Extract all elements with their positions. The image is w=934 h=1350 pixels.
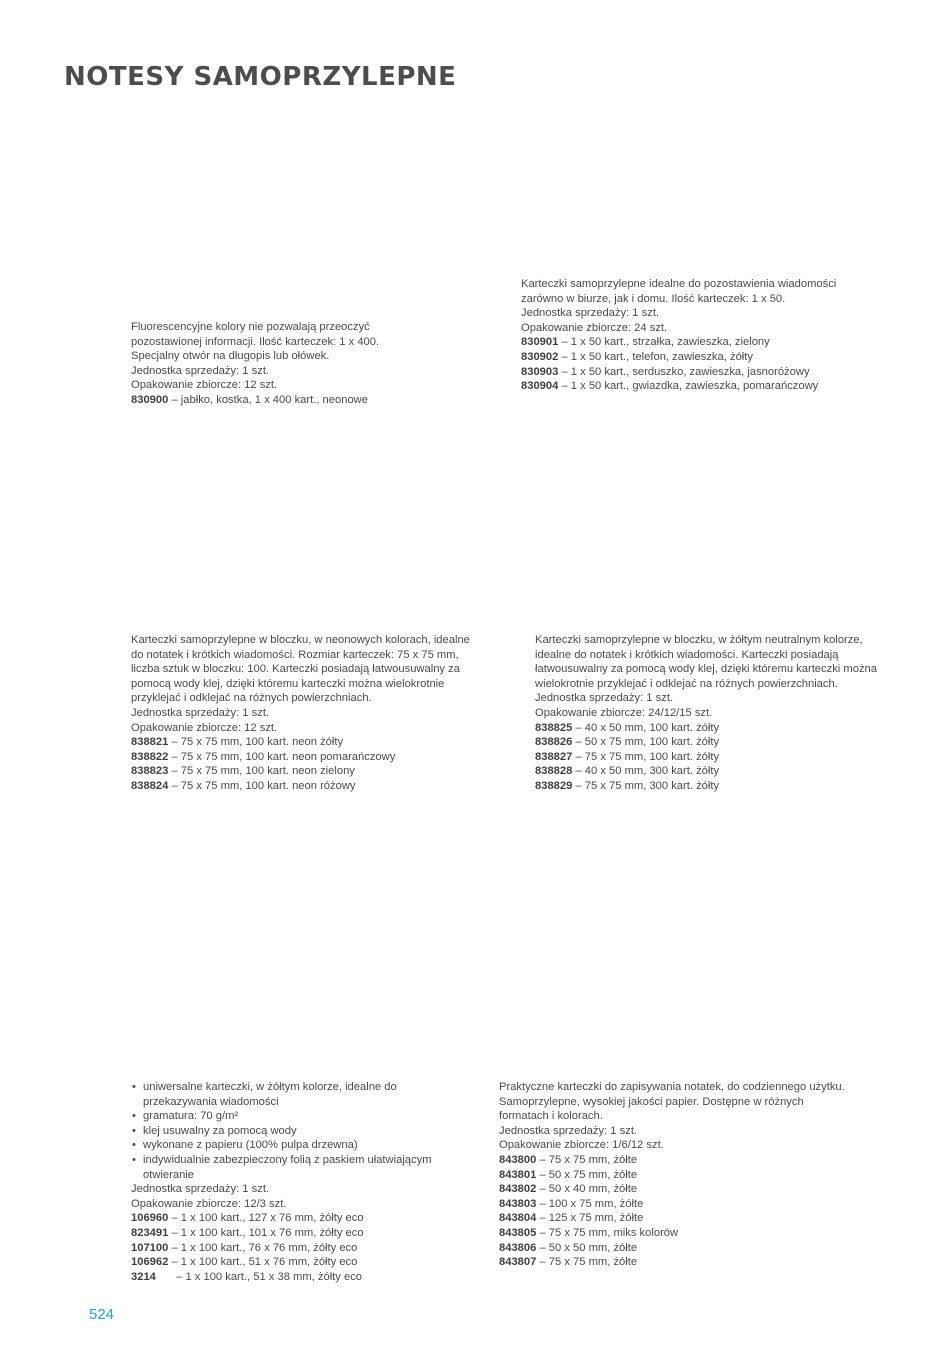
sales-unit: Jednostka sprzedaży: 1 szt.: [535, 692, 674, 705]
product-desc: – 75 x 75 mm, 100 kart. żółty: [572, 750, 720, 763]
product-code: 838827: [535, 750, 573, 763]
description-line: Karteczki samoprzylepne w bloczku, w żółtym neutralnym kolorze,: [535, 634, 863, 646]
product-code: 838824: [131, 779, 169, 792]
product-desc: – 1 x 50 kart., gwiazdka, zawieszka, pomarańczowy: [558, 380, 819, 393]
product-code: 843801: [499, 1168, 537, 1181]
description-line: Praktyczne karteczki do zapisywania notatek, do codziennego użytku.: [499, 1081, 845, 1093]
page-number: 524: [89, 1306, 115, 1323]
product-item: [535, 721, 877, 736]
product-item: [499, 1211, 845, 1226]
product-desc: – 1 x 100 kart., 51 x 38 mm, żółty eco: [173, 1270, 363, 1283]
product-code: 823491: [131, 1226, 169, 1239]
product-block-830900: [131, 320, 379, 408]
product-code: 838822: [131, 750, 169, 763]
product-code: 843807: [499, 1256, 537, 1269]
product-desc: – 75 x 75 mm, 100 kart. neon pomarańczowy: [168, 750, 396, 763]
description-line: Samoprzylepne, wysokiej jakości papier. Dostępne w różnych: [499, 1095, 804, 1108]
product-item: [535, 779, 877, 794]
description-line: formatach i kolorach.: [499, 1110, 603, 1123]
product-desc: – 1 x 100 kart., 51 x 76 mm, żółty eco: [168, 1256, 358, 1269]
product-item: [131, 1226, 432, 1241]
product-code: 830904: [521, 380, 559, 393]
product-item: [131, 1270, 432, 1285]
product-desc: – 75 x 75 mm, miks kolorów: [536, 1226, 679, 1239]
product-item: [535, 764, 877, 779]
product-code: 830902: [521, 350, 559, 363]
product-item: [131, 735, 470, 750]
product-desc: – 50 x 75 mm, 100 kart. żółty: [572, 736, 720, 749]
product-code: 843805: [499, 1226, 537, 1239]
product-item: [131, 1241, 432, 1256]
description-line: Specjalny otwór na długopis lub ołówek.: [131, 350, 330, 363]
feature-item: • klej usuwalny za pomocą wody: [131, 1124, 432, 1139]
description-line: pozostawionej informacji. Ilość karteczek: 1 x 400.: [131, 335, 380, 348]
product-item: [499, 1241, 845, 1256]
product-item: [499, 1255, 845, 1270]
product-desc: – 1 x 100 kart., 76 x 76 mm, żółty eco: [168, 1241, 358, 1254]
bulk-packaging: Opakowanie zbiorcze: 1/6/12 szt.: [499, 1139, 664, 1152]
product-code: 843803: [499, 1197, 537, 1210]
product-item: [521, 365, 836, 380]
bulk-packaging: Opakowanie zbiorcze: 12 szt.: [131, 721, 278, 734]
product-code: 838821: [131, 736, 169, 749]
sales-unit: Jednostka sprzedaży: 1 szt.: [131, 706, 270, 719]
sales-unit: Jednostka sprzedaży: 1 szt.: [499, 1124, 638, 1137]
product-desc: – 75 x 75 mm, 300 kart. żółty: [572, 779, 720, 792]
product-desc: – 125 x 75 mm, żółte: [536, 1212, 644, 1225]
product-code: 106960: [131, 1212, 169, 1225]
product-block-838825: [535, 633, 877, 794]
product-desc: – jabłko, kostka, 1 x 400 kart., neonowe: [168, 393, 368, 406]
product-code: 3214: [131, 1270, 156, 1283]
product-item: [521, 335, 836, 350]
sales-unit: Jednostka sprzedaży: 1 szt.: [131, 364, 270, 377]
product-item: [499, 1153, 845, 1168]
product-block-106960: [131, 1080, 432, 1284]
sales-unit: Jednostka sprzedaży: 1 szt.: [521, 307, 660, 320]
product-code: 843806: [499, 1241, 537, 1254]
product-desc: – 75 x 75 mm, żółte: [536, 1153, 638, 1166]
product-item: [131, 1255, 432, 1270]
product-item: [535, 735, 877, 750]
product-code: 830901: [521, 336, 559, 349]
product-item: [131, 779, 470, 794]
product-desc: – 50 x 75 mm, żółte: [536, 1168, 638, 1181]
description-line: idealne do notatek i krótkich wiadomości. Karteczki posiadają: [535, 648, 839, 661]
product-desc: – 50 x 40 mm, żółte: [536, 1183, 638, 1196]
product-code: 107100: [131, 1241, 169, 1254]
product-block-843800: [499, 1080, 845, 1270]
product-code: 830903: [521, 365, 559, 378]
product-item: [131, 1211, 432, 1226]
product-code: 838825: [535, 721, 573, 734]
product-code: 843804: [499, 1212, 537, 1225]
product-item: [499, 1197, 845, 1212]
product-item: [499, 1182, 845, 1197]
product-desc: – 40 x 50 mm, 100 kart. żółty: [572, 721, 720, 734]
product-desc: – 1 x 100 kart., 101 x 76 mm, żółty eco: [168, 1226, 364, 1239]
description-line: pomocą wody klej, dzięki któremu karteczki można wielokrotnie: [131, 677, 445, 690]
product-desc: – 50 x 50 mm, żółte: [536, 1241, 638, 1254]
product-code: 843802: [499, 1183, 537, 1196]
product-block-838821: [131, 633, 470, 794]
sales-unit: Jednostka sprzedaży: 1 szt.: [131, 1183, 270, 1196]
product-desc: – 1 x 50 kart., strzałka, zawieszka, zielony: [558, 336, 770, 349]
product-item: [499, 1226, 845, 1241]
description-line: Karteczki samoprzylepne idealne do pozostawienia wiadomości: [521, 278, 837, 290]
product-code: 830900: [131, 393, 169, 406]
product-desc: – 75 x 75 mm, 100 kart. neon zielony: [168, 765, 355, 778]
product-item: [499, 1168, 845, 1183]
product-desc: – 100 x 75 mm, żółte: [536, 1197, 644, 1210]
bulk-packaging: Opakowanie zbiorcze: 24/12/15 szt.: [535, 706, 713, 719]
product-item: [535, 750, 877, 765]
product-desc: – 75 x 75 mm, żółte: [536, 1256, 638, 1269]
product-desc: – 40 x 50 mm, 300 kart. żółty: [572, 765, 720, 778]
feature-item: • wykonane z papieru (100% pulpa drzewna): [131, 1138, 432, 1153]
product-item: [131, 764, 470, 779]
bulk-packaging: Opakowanie zbiorcze: 12 szt.: [131, 379, 278, 392]
product-desc: – 1 x 50 kart., serduszko, zawieszka, jasnoróżowy: [558, 365, 810, 378]
product-code: 838823: [131, 765, 169, 778]
description-line: liczba sztuk w bloczku: 100. Karteczki posiadają łatwousuwalny za: [131, 663, 460, 676]
product-block-830901: [521, 277, 836, 394]
description-line: przyklejać i odklejać na różnych powierzchniach.: [131, 692, 372, 705]
feature-item: • uniwersalne karteczki, w żółtym kolorze, idealne do przekazywania wiadomości: [131, 1080, 432, 1109]
product-item: [131, 393, 379, 408]
product-code: 838828: [535, 765, 573, 778]
feature-item: • indywidualnie zabezpieczony folią z paskiem ułatwiającym otwieranie: [131, 1153, 432, 1182]
product-item: [131, 750, 470, 765]
product-item: [521, 350, 836, 365]
description-line: Fluorescencyjne kolory nie pozwalają przeoczyć: [131, 321, 370, 333]
product-code: 838829: [535, 779, 573, 792]
product-code: 843800: [499, 1153, 537, 1166]
product-item: [521, 379, 836, 394]
product-desc: – 75 x 75 mm, 100 kart. neon różowy: [168, 779, 356, 792]
product-code: 838826: [535, 736, 573, 749]
product-desc: – 1 x 50 kart., telefon, zawieszka, żółty: [558, 350, 753, 363]
page-title: NOTESY SAMOPRZYLEPNE: [64, 62, 457, 92]
feature-item: • gramatura: 70 g/m²: [131, 1109, 432, 1124]
description-line: Karteczki samoprzylepne w bloczku, w neonowych kolorach, idealne: [131, 634, 470, 646]
description-line: wielokrotnie przyklejać i odklejać na różnych powierzchniach.: [535, 677, 838, 690]
product-desc: – 75 x 75 mm, 100 kart. neon żółty: [168, 736, 344, 749]
description-line: do notatek i krótkich wiadomości. Rozmiar karteczek: 75 x 75 mm,: [131, 648, 459, 661]
description-line: łatwousuwalny za pomocą wody klej, dzięki któremu karteczki można: [535, 663, 877, 676]
bulk-packaging: Opakowanie zbiorcze: 12/3 szt.: [131, 1197, 287, 1210]
feature-list: [131, 1080, 432, 1182]
description-line: zarówno w biurze, jak i domu. Ilość karteczek: 1 x 50.: [521, 292, 786, 305]
bulk-packaging: Opakowanie zbiorcze: 24 szt.: [521, 321, 668, 334]
product-desc: – 1 x 100 kart., 127 x 76 mm, żółty eco: [168, 1212, 364, 1225]
product-code: 106962: [131, 1256, 169, 1269]
